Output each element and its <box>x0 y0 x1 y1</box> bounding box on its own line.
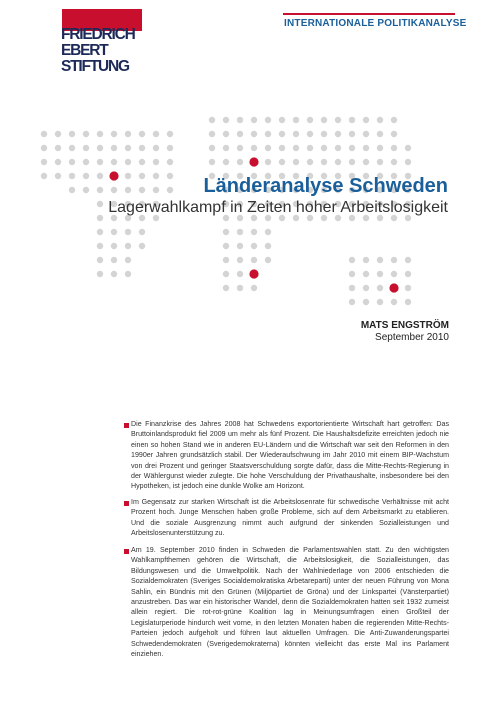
map-dot <box>293 131 299 137</box>
map-dot <box>139 229 145 235</box>
map-dot <box>41 145 47 151</box>
map-dot <box>293 117 299 123</box>
map-dot <box>279 159 285 165</box>
map-dot <box>251 131 257 137</box>
header-rule <box>283 13 455 15</box>
map-dot <box>363 145 369 151</box>
map-dot <box>391 271 397 277</box>
map-dot <box>153 145 159 151</box>
map-dot <box>265 229 271 235</box>
map-dot <box>223 145 229 151</box>
logo-line-3: STIFTUNG <box>61 58 129 75</box>
map-dot <box>69 159 75 165</box>
map-dot <box>97 257 103 263</box>
map-dot <box>209 131 215 137</box>
map-dot <box>377 257 383 263</box>
map-dot <box>125 145 131 151</box>
summary-paragraph-2: Im Gegensatz zur starken Wirtschaft ist die Arbeitslosenrate für schwedische Verhältnisse mit acht Prozent hoch. Junge Menschen haben große Probleme, sich auf dem Arbeitsmarkt zu etablieren. Und die soziale Ausgrenzung nimmt auch aufgrund der sinkenden Sozialleistungen und Arbeitslosenunterstützung zu. <box>131 498 449 538</box>
map-dot <box>307 145 313 151</box>
map-dot <box>55 145 61 151</box>
bullet-marker <box>124 423 129 428</box>
map-dot <box>251 145 257 151</box>
map-dot <box>321 131 327 137</box>
map-dot <box>83 131 89 137</box>
map-dot <box>307 131 313 137</box>
map-dot <box>237 145 243 151</box>
foundation-logo <box>61 27 135 75</box>
logo-line-2: EBERT <box>61 42 108 59</box>
map-dot <box>251 117 257 123</box>
map-dot <box>237 117 243 123</box>
map-dot <box>349 257 355 263</box>
map-dot <box>279 145 285 151</box>
map-dot <box>363 117 369 123</box>
map-dot <box>41 131 47 137</box>
map-dot <box>55 159 61 165</box>
map-dot <box>405 159 411 165</box>
map-dot <box>237 159 243 165</box>
map-dot <box>293 159 299 165</box>
map-dot <box>125 257 131 263</box>
map-dot <box>237 285 243 291</box>
map-dot <box>363 131 369 137</box>
map-dot <box>405 299 411 305</box>
page-subtitle: Lagerwahlkampf in Zeiten hoher Arbeitslosigkeit <box>108 199 448 216</box>
map-dot <box>83 159 89 165</box>
map-dot <box>265 145 271 151</box>
dot-world-map <box>0 100 504 340</box>
map-dot <box>55 131 61 137</box>
map-dot <box>307 117 313 123</box>
map-dot <box>237 131 243 137</box>
map-dot <box>97 229 103 235</box>
map-dot <box>363 271 369 277</box>
map-dot <box>111 271 117 277</box>
map-dot <box>251 243 257 249</box>
map-dot <box>69 145 75 151</box>
map-dot <box>223 131 229 137</box>
map-dot <box>307 159 313 165</box>
map-dot <box>405 285 411 291</box>
map-dot <box>321 117 327 123</box>
map-dot <box>167 159 173 165</box>
map-dot <box>237 257 243 263</box>
map-dot <box>237 243 243 249</box>
map-dot <box>97 145 103 151</box>
page-title: Länderanalyse Schweden <box>203 175 448 197</box>
map-dot <box>153 159 159 165</box>
summary-paragraph-1: Die Finanzkrise des Jahres 2008 hat Schwedens exportorientierte Wirtschaft hart getroffen: Das Bruttoinlandsprodukt fiel 2009 um mehr als fünf Prozent. Die Haushaltsdefizite erreichten jedoch nie einen so hohen Stand wie in anderen EU-Ländern und die Wirtschaft war seit den Reformen in den 1990er Jahren grundsätzlich stabil. Der Wiederaufschwung im Jahr 2010 mit einem BIP-Wachstum von drei Prozent und geringer Staatsverschuldung sorgte dafür, dass die Mitte-Rechts-Regierung in der Wählergunst wieder zulegte. Die hohe Verschuldung der Privathaushalte, insbesondere bei den Hypotheken, ist jedoch eine dunkle Wolke am Horizont. <box>131 420 449 491</box>
map-dot <box>335 145 341 151</box>
map-dot <box>223 285 229 291</box>
map-dot <box>251 257 257 263</box>
publication-date: September 2010 <box>375 332 449 343</box>
map-dot <box>391 145 397 151</box>
map-dot <box>279 117 285 123</box>
map-dot <box>349 131 355 137</box>
map-dot <box>349 159 355 165</box>
map-dot <box>111 243 117 249</box>
map-dot <box>139 131 145 137</box>
map-dot <box>209 159 215 165</box>
map-dot <box>265 131 271 137</box>
map-highlight-dot <box>249 269 258 278</box>
map-dot <box>111 257 117 263</box>
map-dot <box>349 299 355 305</box>
series-title: INTERNATIONALE POLITIKANALYSE <box>284 18 467 29</box>
map-dot <box>223 229 229 235</box>
map-dot <box>97 131 103 137</box>
map-dot <box>377 159 383 165</box>
map-dot <box>223 271 229 277</box>
map-dot <box>363 299 369 305</box>
map-dot <box>209 117 215 123</box>
map-dot <box>377 117 383 123</box>
map-dot <box>237 229 243 235</box>
map-dot <box>335 117 341 123</box>
map-dot <box>223 243 229 249</box>
map-dot <box>363 285 369 291</box>
map-dot <box>391 131 397 137</box>
map-dot <box>209 145 215 151</box>
map-dot <box>223 159 229 165</box>
map-dot <box>405 271 411 277</box>
map-dot <box>111 229 117 235</box>
map-dot <box>125 131 131 137</box>
map-dot <box>335 131 341 137</box>
map-dot <box>125 243 131 249</box>
summary-paragraph-3: Am 19. September 2010 finden in Schweden die Parlamentswahlen statt. Zu den wichtigsten Wahlkampfthemen gehören die Wirtschaft, die Arbeitslosigkeit, die Sozialleistungen, das Bildungswesen und die Umweltpolitik. Nach der Wahlniederlage von 2006 entschieden die Sozialdemokraten (Sveriges Socialdemokratiska Arbetareparti) unter der neuen Führung von Mona Sahlin, ein Bündnis mit den Grünen (Miljöpartiet de Gröna) und der Linkspartei (Vänsterpartiet) anzustreben. Das war ein historischer Wandel, denn die Sozialdemokraten hatten seit 1932 zumeist allein regiert. Die rot-rot-grüne Koalition lag in Meinungsumfragen einen Großteil der Legislaturperiode hindurch weit vorne, in den letzten Monaten haben die regierenden Mitte-Rechts-Parteien jedoch aufgeholt und führen laut aktuellen Umfragen. Die Anti-Zuwanderungspartei Schwedendemokraten (Sverigedemokraterna) könnten vielleicht das erste Mal ins Parlament einziehen. <box>131 546 449 659</box>
map-dot <box>41 159 47 165</box>
map-dot <box>111 159 117 165</box>
map-dot <box>363 159 369 165</box>
map-dot <box>125 159 131 165</box>
map-dot <box>377 131 383 137</box>
map-dot <box>111 145 117 151</box>
map-dot <box>125 271 131 277</box>
map-dot <box>377 145 383 151</box>
map-dot <box>251 229 257 235</box>
map-dot <box>321 159 327 165</box>
map-dot <box>69 131 75 137</box>
map-dot <box>223 117 229 123</box>
map-dot <box>349 117 355 123</box>
map-dot <box>335 159 341 165</box>
map-dot <box>349 285 355 291</box>
author-name: MATS ENGSTRÖM <box>360 320 449 331</box>
map-dot <box>377 299 383 305</box>
map-dot <box>139 243 145 249</box>
map-dot <box>377 285 383 291</box>
map-dot <box>223 257 229 263</box>
bullet-marker <box>124 501 129 506</box>
map-dot <box>377 271 383 277</box>
map-dot <box>391 159 397 165</box>
map-highlight-dot <box>249 157 258 166</box>
map-dot <box>405 257 411 263</box>
map-dot <box>279 131 285 137</box>
map-dot <box>125 229 131 235</box>
map-dot <box>83 145 89 151</box>
logo-line-1: FRIEDRICH <box>61 26 135 43</box>
bullet-marker <box>124 549 129 554</box>
map-dot <box>391 117 397 123</box>
map-dot <box>237 271 243 277</box>
map-dot <box>251 285 257 291</box>
map-dot <box>391 257 397 263</box>
map-dot <box>167 145 173 151</box>
map-dot <box>139 159 145 165</box>
map-dot <box>349 145 355 151</box>
map-dot <box>321 145 327 151</box>
map-dot <box>349 271 355 277</box>
map-dot <box>405 145 411 151</box>
map-highlight-dot <box>389 283 398 292</box>
map-dot <box>97 159 103 165</box>
map-dot <box>97 271 103 277</box>
map-dot <box>265 243 271 249</box>
map-dot <box>97 243 103 249</box>
map-dot <box>391 299 397 305</box>
map-dot <box>265 257 271 263</box>
map-dot <box>363 257 369 263</box>
map-dot <box>265 117 271 123</box>
map-dot <box>111 131 117 137</box>
map-dot <box>153 131 159 137</box>
map-dot <box>139 145 145 151</box>
map-dot <box>167 131 173 137</box>
map-dot <box>265 159 271 165</box>
map-dot <box>293 145 299 151</box>
